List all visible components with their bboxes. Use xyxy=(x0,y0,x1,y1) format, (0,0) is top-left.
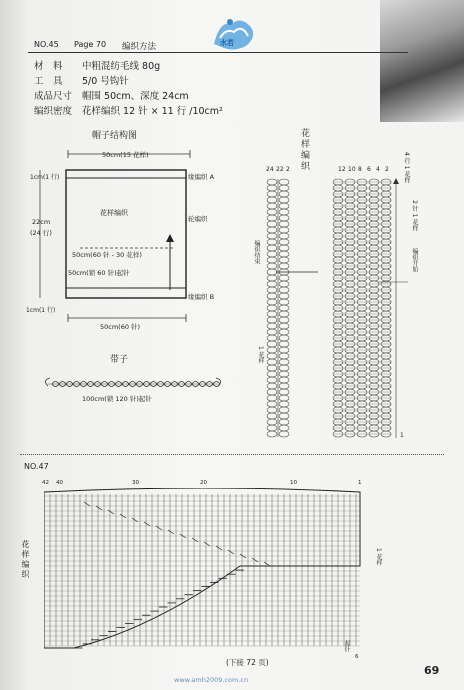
mark-end: 编织结束 xyxy=(253,240,260,264)
hat-top-width: 50cm(15 花样) xyxy=(102,151,149,159)
strap-label: 100cm(锁 120 针)起针 xyxy=(82,395,152,403)
edge-b-label: 缘编织 B xyxy=(188,293,215,301)
no47-right-label: 1 花样 xyxy=(375,548,382,566)
chain-label: 50cm(锁 60 针)起针 xyxy=(68,269,130,277)
no47-num-20: 20 xyxy=(200,480,207,486)
mark-start: 编织开始 xyxy=(411,248,418,272)
no47-num-40: 40 xyxy=(56,480,63,486)
right-num-10: 10 xyxy=(348,166,356,173)
hat-bottom-row: 1cm(1 行) xyxy=(26,307,56,314)
right-num-8: 8 xyxy=(358,166,362,173)
spec-tool: 工 具 5/0 号钩针 xyxy=(34,76,129,87)
hat-title: 帽子结构图 xyxy=(92,131,138,141)
no47-num-30: 30 xyxy=(132,480,139,486)
side-label: 轮编织 xyxy=(188,215,208,223)
page-number: 69 xyxy=(424,664,440,677)
hat-bottom-width: 50cm(60 针) xyxy=(100,323,141,331)
row-one: 1 xyxy=(400,432,404,439)
hat-body-label: 花样编织 xyxy=(100,209,128,217)
page-ref: Page 70 xyxy=(74,40,107,49)
section-title: 编织方法 xyxy=(122,42,157,52)
no47-side-label: 花样编织 xyxy=(21,540,30,580)
left-num-24: 24 xyxy=(266,166,274,173)
right-num-12: 12 xyxy=(338,166,346,173)
no47-chart-svg xyxy=(44,488,370,650)
mark-a: 1 花样 xyxy=(257,346,264,364)
continued-note: (下接 72 页) xyxy=(226,658,269,667)
left-num-22: 22 xyxy=(276,166,284,173)
right-num-2: 2 xyxy=(385,166,389,173)
strap-title: 带子 xyxy=(110,355,129,365)
stitch-chart-svg xyxy=(258,176,408,446)
model-photo xyxy=(380,0,464,122)
spec-gauge: 编织密度 花样编织 12 针 × 11 行 /10cm² xyxy=(34,106,223,117)
left-num-2: 2 xyxy=(286,166,290,173)
hat-mid-width: 50cm(60 针 - 30 花样) xyxy=(72,251,142,259)
no47-num-42: 42 xyxy=(42,480,49,486)
pattern-title: 花样编织 xyxy=(299,128,309,172)
strap-chain-svg xyxy=(42,374,224,394)
no47-num-6: 6 xyxy=(355,654,359,660)
mark-mid: 2 针 1 花样 xyxy=(411,200,418,232)
hat-height-rows: (24 行) xyxy=(30,229,52,237)
right-num-4: 4 xyxy=(376,166,380,173)
hat-top-row: 1cm(1 行) xyxy=(30,174,60,181)
header-rule xyxy=(28,52,408,53)
section-divider xyxy=(20,454,444,455)
no47-num-1: 1 xyxy=(358,480,362,486)
watermark-url: www.amh2009.com.cn xyxy=(174,676,249,684)
edge-a-label: 缘编织 A xyxy=(188,173,215,181)
pattern-number: NO.45 xyxy=(34,40,59,49)
no47-num-10: 10 xyxy=(290,480,297,486)
no47-bottom-label: 起针 xyxy=(343,640,350,652)
logo-text: 水若 xyxy=(220,39,234,47)
hat-height: 22cm xyxy=(32,218,51,226)
mark-top: 4 行 1 花样 xyxy=(403,152,410,184)
spec-size: 成品尺寸 帽围 50cm、深度 24cm xyxy=(34,91,189,102)
spec-material: 材 料 中粗混纺毛线 80g xyxy=(34,61,161,72)
brand-logo xyxy=(206,14,262,54)
no47-label: NO.47 xyxy=(24,462,49,471)
right-num-6: 6 xyxy=(367,166,371,173)
